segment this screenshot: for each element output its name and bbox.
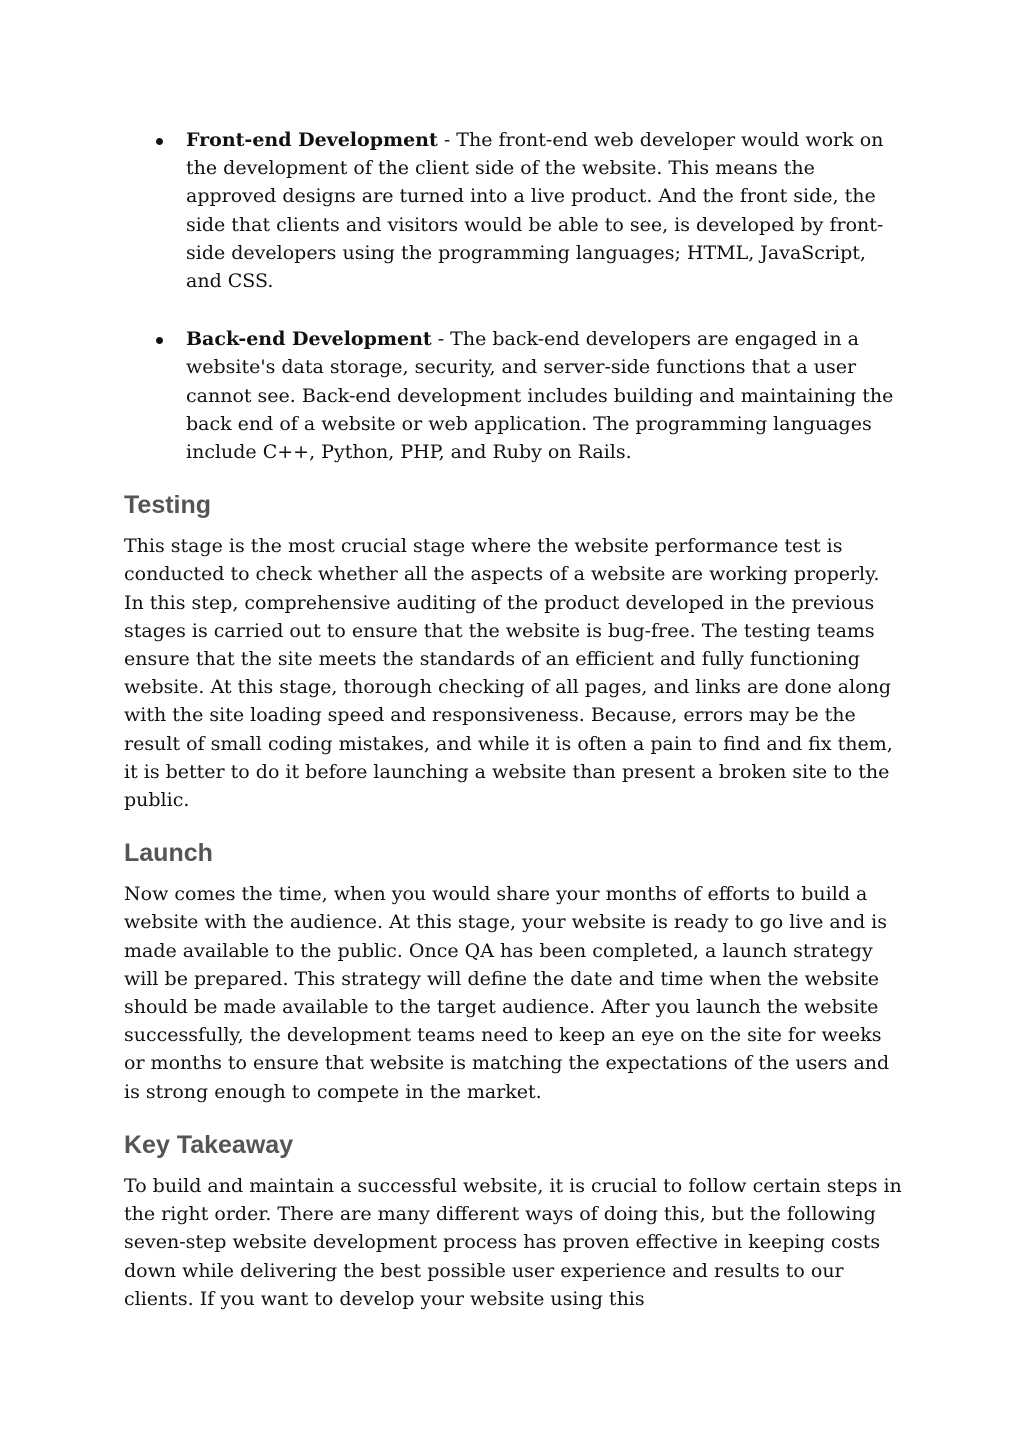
bullet-text: - The front-end web developer would work on the development of the client side of the website. This means the approved designs are turned into a live product. And the front side, the side that clients and visitors would be able to see, is developed by front-side developers using the programming languages; HTML, JavaScript, and CSS. bbox=[186, 129, 884, 293]
bullet-item-back-end bbox=[124, 325, 904, 466]
section-body-launch: Now comes the time, when you would share your months of efforts to build a website with the audience. At this stage, your website is ready to go live and is made available to the public. Once QA has been completed, a launch strategy will be prepared. This strategy will define the date and time when the website should be made available to the target audience. After you launch the website successfully, the development teams need to keep an eye on the site for weeks or months to ensure that website is matching the expectations of the users and is strong enough to compete in the market. bbox=[124, 883, 890, 1103]
bullet-term: Back-end Development bbox=[186, 328, 432, 351]
bullet-term: Front-end Development bbox=[186, 129, 438, 151]
bullet-item-front-end bbox=[124, 126, 904, 295]
section-body-key-takeaway: To build and maintain a successful website, it is crucial to follow certain steps in the right order. There are many different ways of doing this, but the following seven-step website development process has proven effective in keeping costs down while delivering the best possible user experience and results to our clients. If you want to develop your website using this bbox=[124, 1174, 902, 1310]
bullet-dot-icon bbox=[156, 337, 163, 344]
section-body-testing: This stage is the most crucial stage where the website performance test is conducted to check whether all the aspects of a website are working properly. In this step, comprehensive auditing of the product developed in the previous stages is carried out to ensure that the website is bug-free. The testing teams ensure that the site meets the standards of an efficient and fully functioning website. At this stage, thorough checking of all pages, and links are done along with the site loading speed and responsiveness. Because, errors may be the result of small coding mistakes, and while it is often a pain to find and fix them, it is better to do it before launching a website than present a broken site to the public. bbox=[124, 535, 893, 812]
development-bullet-list bbox=[124, 126, 904, 466]
bullet-text: - The back-end developers are engaged in a website's data storage, security, and server-side functions that a user cannot see. Back-end development includes building and maintaining the back end of a website or web application. The programming languages include C++, Python, PHP, and Ruby on Rails. bbox=[186, 328, 894, 464]
bullet-dot-icon bbox=[156, 138, 163, 145]
section-heading-key-takeaway: Key Takeaway bbox=[124, 1130, 294, 1159]
section-heading-testing: Testing bbox=[124, 491, 212, 520]
section-heading-launch: Launch bbox=[124, 839, 213, 868]
document-page bbox=[124, 126, 904, 1313]
